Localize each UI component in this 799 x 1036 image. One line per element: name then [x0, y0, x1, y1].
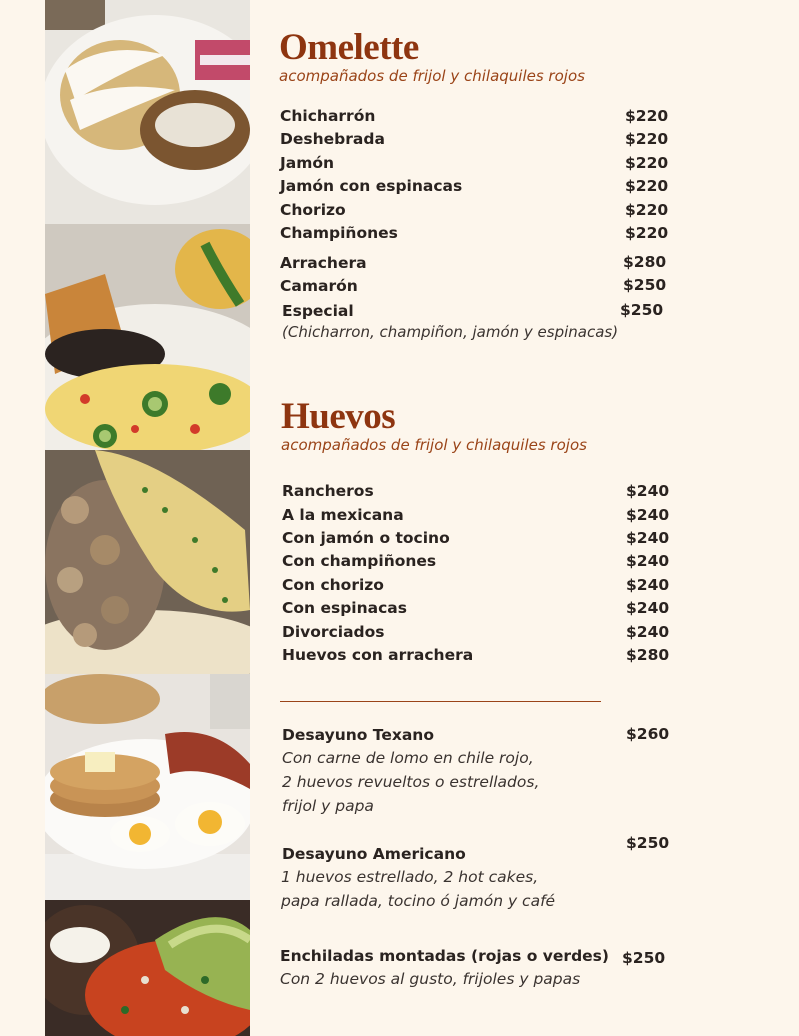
special-item-price: $260 [626, 725, 670, 743]
menu-price: $240 [626, 599, 670, 617]
menu-item: Deshebrada [280, 130, 385, 148]
menu-item: Divorciados [282, 623, 385, 641]
menu-price: $280 [623, 253, 667, 271]
menu-price: $240 [626, 552, 670, 570]
pancakes-breakfast-photo [45, 674, 250, 900]
omelette-title: Omelette [279, 27, 419, 68]
menu-price: $240 [626, 482, 670, 500]
menu-item: Camarón [280, 277, 358, 295]
enchiladas-plate-photo [45, 0, 250, 224]
special-item-name: Desayuno Texano [282, 726, 434, 744]
menu-price: $220 [625, 107, 669, 125]
special-item-name: Desayuno Americano [282, 845, 466, 863]
menu-price: $240 [626, 529, 670, 547]
menu-item: Especial [282, 302, 354, 320]
menu-price: $240 [626, 506, 670, 524]
menu-price: $280 [626, 646, 670, 664]
special-item-price: $250 [622, 949, 666, 967]
menu-price: $240 [626, 576, 670, 594]
menu-item: Jamón [280, 154, 335, 172]
special-item-name: Enchiladas montadas (rojas o verdes) [280, 947, 609, 965]
chilaquiles-avocado-photo [45, 900, 250, 1036]
menu-item: Con chorizo [282, 576, 384, 594]
especial-note: (Chicharron, champiñon, jamón y espinacas) [282, 323, 619, 341]
mushroom-omelette-photo [45, 450, 250, 674]
menu-item: A la mexicana [282, 506, 404, 524]
huevos-title: Huevos [281, 396, 396, 437]
menu-price: $220 [625, 201, 669, 219]
special-item-desc: 2 huevos revueltos o estrellados, [282, 773, 540, 791]
menu-item: Con espinacas [282, 599, 407, 617]
special-item-desc: Con carne de lomo en chile rojo, [282, 749, 534, 767]
menu-price: $220 [625, 154, 669, 172]
special-item-desc: Con 2 huevos al gusto, frijoles y papas [280, 970, 581, 988]
menu-price: $220 [625, 224, 669, 242]
special-item-desc: 1 huevos estrellado, 2 hot cakes, [281, 868, 539, 886]
menu-price: $250 [620, 301, 664, 319]
menu-item: Rancheros [282, 482, 374, 500]
menu-price: $250 [623, 276, 667, 294]
menu-item: Champiñones [280, 224, 398, 242]
menu-item: Jamón con espinacas [280, 177, 463, 195]
menu-item: Huevos con arrachera [282, 646, 474, 664]
special-item-price: $250 [626, 834, 670, 852]
section-divider [280, 701, 601, 702]
menu-item: Con jamón o tocino [282, 529, 450, 547]
menu-price: $220 [625, 177, 669, 195]
mexican-eggs-photo [45, 224, 250, 450]
special-item-desc: frijol y papa [282, 797, 374, 815]
omelette-subtitle: acompañados de frijol y chilaquiles rojos [279, 67, 585, 85]
menu-price: $240 [626, 623, 670, 641]
menu-price: $220 [625, 130, 669, 148]
menu-item: Chicharrón [280, 107, 376, 125]
menu-item: Arrachera [280, 254, 367, 272]
menu-item: Chorizo [280, 201, 346, 219]
special-item-desc: papa rallada, tocino ó jamón y café [281, 892, 556, 910]
menu-item: Con champiñones [282, 552, 437, 570]
photo-strip [45, 0, 250, 1036]
huevos-subtitle: acompañados de frijol y chilaquiles rojos [281, 436, 587, 454]
